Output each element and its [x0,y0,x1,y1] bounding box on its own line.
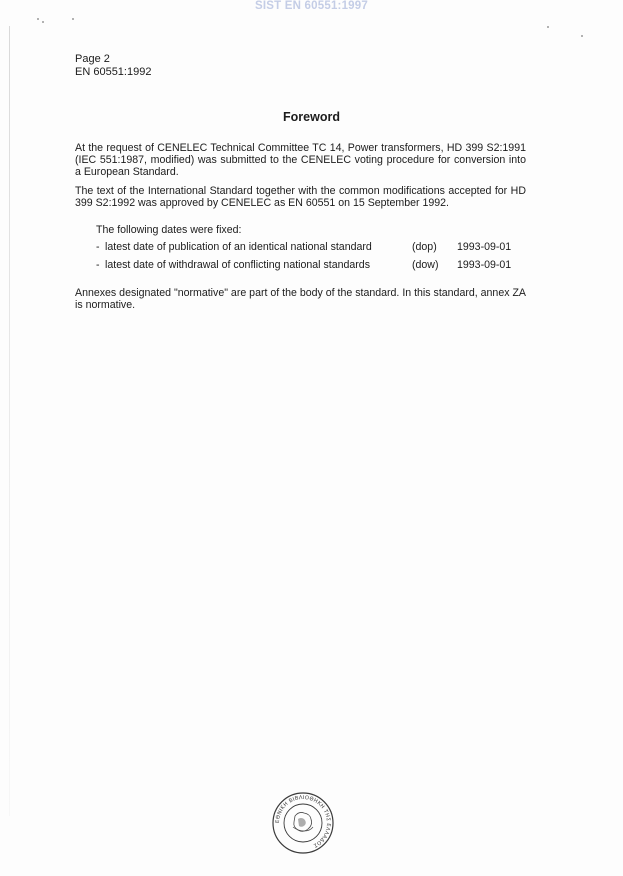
list-dash: - [96,241,100,253]
date-value: 1993-09-01 [457,259,512,271]
standard-number: EN 60551:1992 [75,66,152,78]
page-title: Foreword [283,110,340,124]
watermark: SIST EN 60551:1997 [255,0,368,12]
scan-speck [547,26,549,28]
library-stamp-icon [271,792,335,854]
date-abbreviation: (dop) [412,241,437,253]
date-description: latest date of withdrawal of conflicting national standards [105,259,370,271]
scan-speck [37,18,39,20]
scan-speck [72,18,74,20]
date-description: latest date of publication of an identical national standard [105,241,372,253]
page-number: Page 2 [75,53,110,65]
foreword-paragraph-2: The text of the International Standard together with the common modifications accepted for HD 399 S2:1992 was approved by CENELEC as EN 60551 on 15 September 1992. [75,185,526,210]
seal-ring-text: ΕΘΝΙΚΗ ΒΙΒΛΙΟΘΗΚΗ ΤΗΣ ΕΛΛΑΔΟΣ [274,794,332,849]
list-dash: - [96,259,100,271]
scan-edge-line [9,26,10,816]
date-abbreviation: (dow) [412,259,439,271]
foreword-paragraph-1: At the request of CENELEC Technical Committee TC 14, Power transformers, HD 399 S2:1991 (IEC 551:1987, modified) was submitted to the CENELEC voting procedure for conversion into a European Standard. [75,142,526,179]
dates-intro: The following dates were fixed: [96,224,242,236]
scan-speck [581,35,583,37]
scan-speck [42,21,44,23]
annex-note: Annexes designated "normative" are part of the body of the standard. In this standard, annex ZA is normative. [75,287,526,312]
date-value: 1993-09-01 [457,241,512,253]
page-header [75,53,151,79]
